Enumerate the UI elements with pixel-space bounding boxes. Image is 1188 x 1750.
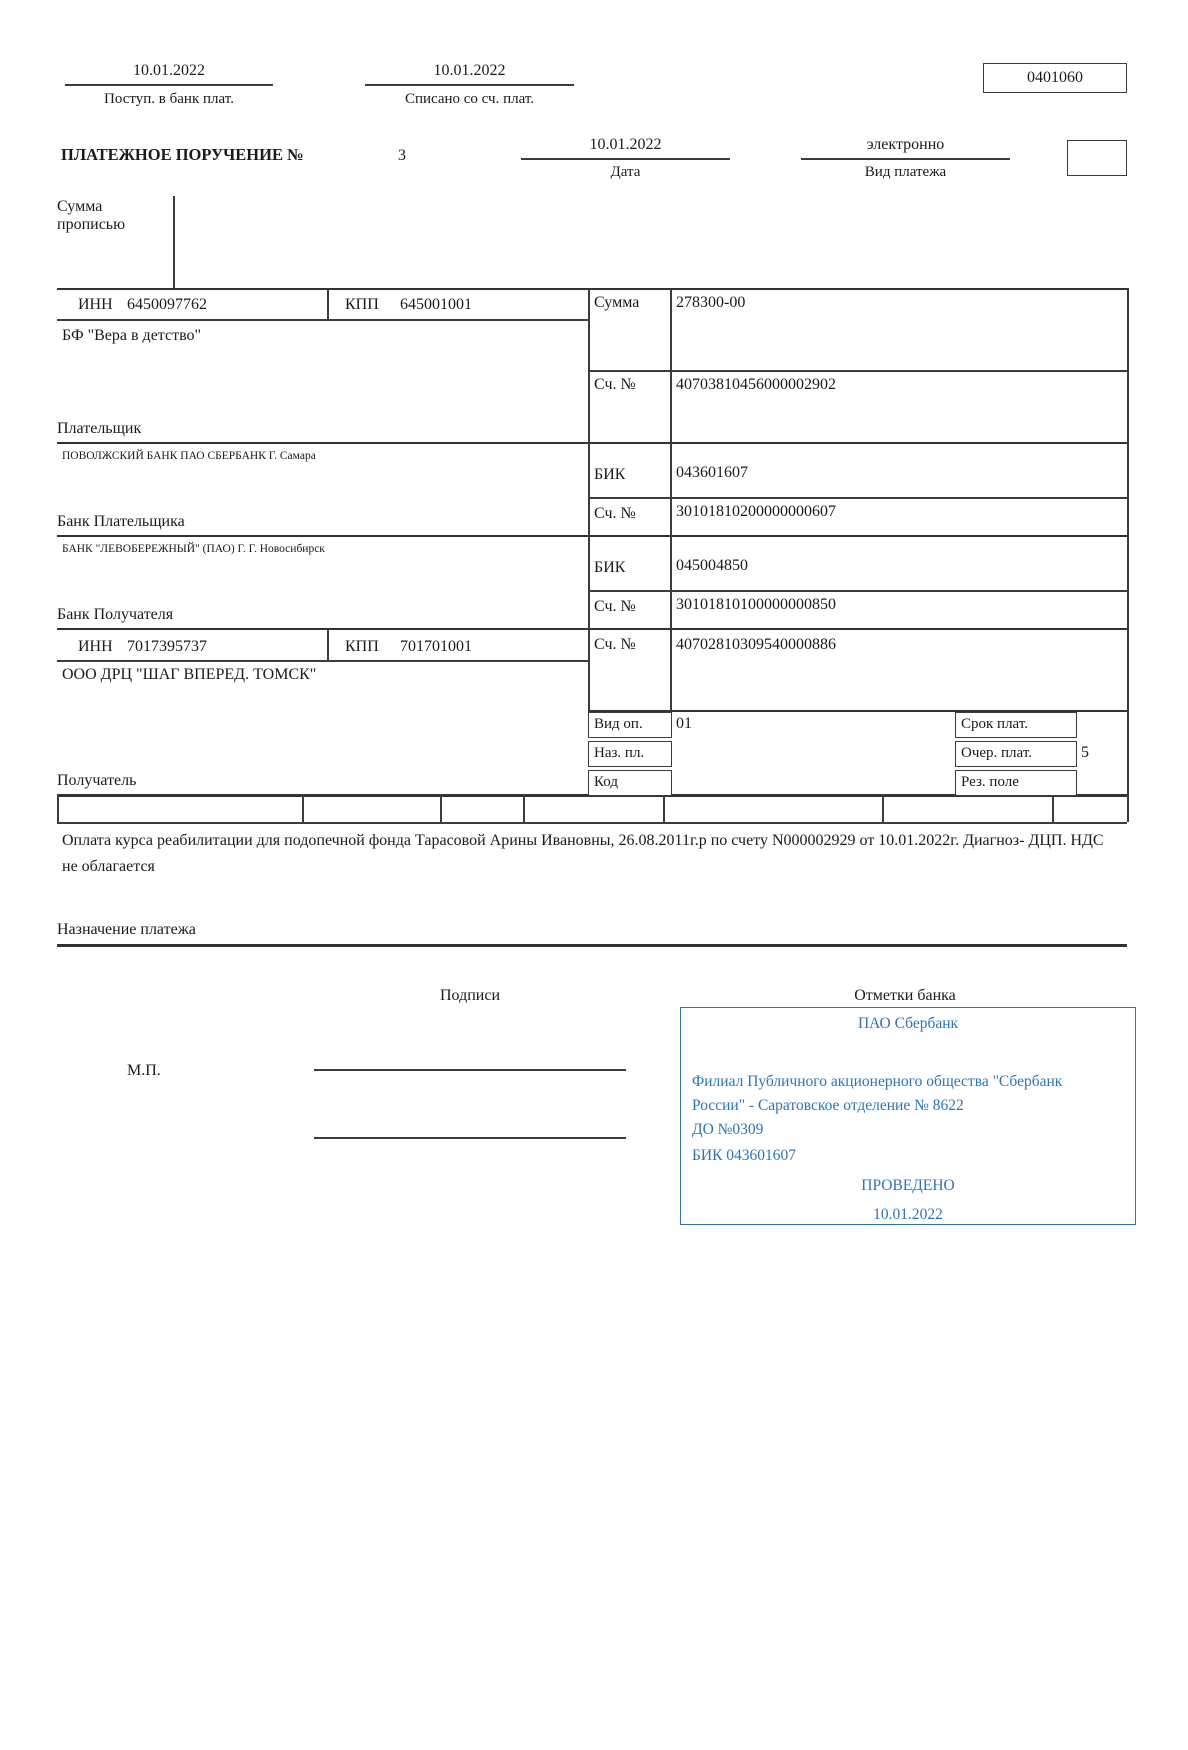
payee-bank-account-label: Сч. №: [594, 598, 636, 615]
rule: [1052, 794, 1054, 822]
rule: [57, 442, 1127, 444]
payee-kpp-label: КПП: [345, 638, 379, 655]
payment-kind-label: Вид платежа: [864, 164, 947, 180]
rule: [521, 158, 730, 160]
stamp-status: ПРОВЕДЕНО: [861, 1177, 955, 1194]
payee-account-label: Сч. №: [594, 636, 636, 653]
payment-purpose-code-cell: Наз. пл.: [588, 741, 672, 767]
payee-inn-value: 7017395737: [127, 638, 207, 655]
stamp-bik: БИК 043601607: [692, 1147, 797, 1164]
stamp-branch: Филиал Публичного акционерного общества "Сбербанк России" - Саратовское отделение № 8622: [692, 1073, 1063, 1114]
payer-account-value: 40703810456000002902: [676, 376, 836, 393]
payment-purpose-text: Оплата курса реабилитации для подопечной фонда Тарасовой Арины Ивановны, 26.08.2011г.р по счету N000002929 от 10.01.2022г. Диагноз- ДЦП. НДС не облагается: [62, 832, 1104, 875]
rule: [588, 288, 590, 711]
amount-in-words-label: Сумма прописью: [57, 198, 126, 233]
payer-name: БФ "Вера в детство": [62, 327, 202, 344]
bank-marks-label: Отметки банка: [854, 987, 956, 1004]
stamp-date: 10.01.2022: [873, 1206, 943, 1223]
operation-kind-cell: Вид оп.: [588, 712, 672, 738]
stamp-bank-name: ПАО Сбербанк: [857, 1015, 959, 1032]
stamp-office: ДО №0309: [692, 1121, 764, 1138]
payee-bank-section-label: Банк Получателя: [57, 606, 174, 623]
rule: [588, 590, 1127, 592]
payer-section-label: Плательщик: [57, 420, 142, 437]
payer-bank-account-label: Сч. №: [594, 505, 636, 522]
rule: [523, 794, 525, 822]
rule: [57, 660, 588, 662]
date-label: Дата: [610, 164, 641, 180]
payee-bank-account-value: 30101810100000000850: [676, 596, 836, 613]
rule: [365, 84, 574, 86]
payee-name: ООО ДРЦ "ШАГ ВПЕРЕД. ТОМСК": [62, 666, 317, 683]
priority-value: 5: [1081, 744, 1089, 761]
payer-account-label: Сч. №: [594, 376, 636, 393]
payer-inn-label: ИНН: [78, 296, 113, 313]
rule: [57, 288, 1127, 290]
document-number: 3: [398, 147, 406, 164]
rule: [882, 794, 884, 822]
rule: [1127, 288, 1129, 822]
rule: [588, 370, 1127, 372]
signature-line: [314, 1137, 626, 1139]
received-in-bank-label: Поступ. в банк плат.: [104, 91, 234, 107]
due-date-cell: Срок плат.: [955, 712, 1077, 738]
seal-place-label: М.П.: [127, 1062, 161, 1079]
rule: [57, 944, 1127, 947]
payer-inn-value: 6450097762: [127, 296, 207, 313]
rule: [57, 794, 59, 822]
rule: [302, 794, 304, 822]
rule: [588, 497, 1127, 499]
payee-bank-name: БАНК "ЛЕВОБЕРЕЖНЫЙ" (ПАО) Г. Г. Новосибирск: [62, 543, 325, 555]
payee-section-label: Получатель: [57, 772, 137, 789]
rule: [57, 822, 1127, 824]
payment-kind-value: электронно: [866, 136, 945, 153]
signatures-label: Подписи: [439, 987, 501, 1004]
payer-bank-name: ПОВОЛЖСКИЙ БАНК ПАО СБЕРБАНК Г. Самара: [62, 450, 316, 462]
rule: [57, 319, 588, 321]
document-title: ПЛАТЕЖНОЕ ПОРУЧЕНИЕ №: [61, 145, 304, 164]
rule: [663, 794, 665, 822]
rule: [327, 288, 329, 319]
form-code-box: 0401060: [983, 63, 1127, 93]
rule: [65, 84, 273, 86]
payment-purpose-section-label: Назначение платежа: [57, 921, 196, 938]
empty-box: [1067, 140, 1127, 176]
priority-cell: Очер. плат.: [955, 741, 1077, 767]
payer-bank-section-label: Банк Плательщика: [57, 513, 185, 530]
payer-bank-bik-value: 043601607: [676, 464, 748, 481]
debited-from-account-date: 10.01.2022: [433, 62, 506, 79]
signature-line: [314, 1069, 626, 1071]
amount-label: Сумма: [594, 294, 640, 311]
operation-kind-value: 01: [676, 715, 692, 732]
code-cell: Код: [588, 770, 672, 796]
rule: [670, 288, 672, 711]
debited-from-account-label: Списано со сч. плат.: [404, 91, 535, 107]
document-date: 10.01.2022: [589, 136, 662, 153]
payee-bank-bik-label: БИК: [594, 559, 626, 576]
payer-bank-account-value: 30101810200000000607: [676, 503, 836, 520]
rule: [57, 628, 1127, 630]
payee-inn-label: ИНН: [78, 638, 113, 655]
rule: [440, 794, 442, 822]
received-in-bank-date: 10.01.2022: [133, 62, 205, 79]
payee-kpp-value: 701701001: [400, 638, 472, 655]
rule: [173, 196, 175, 288]
rule: [327, 628, 329, 660]
rule: [57, 535, 1127, 537]
rule: [801, 158, 1010, 160]
reserve-field-cell: Рез. поле: [955, 770, 1077, 796]
payee-bank-bik-value: 045004850: [676, 557, 748, 574]
payee-account-value: 40702810309540000886: [676, 636, 836, 653]
amount-value: 278300-00: [676, 294, 746, 311]
payer-kpp-label: КПП: [345, 296, 379, 313]
payer-kpp-value: 645001001: [400, 296, 472, 313]
payer-bank-bik-label: БИК: [594, 466, 626, 483]
